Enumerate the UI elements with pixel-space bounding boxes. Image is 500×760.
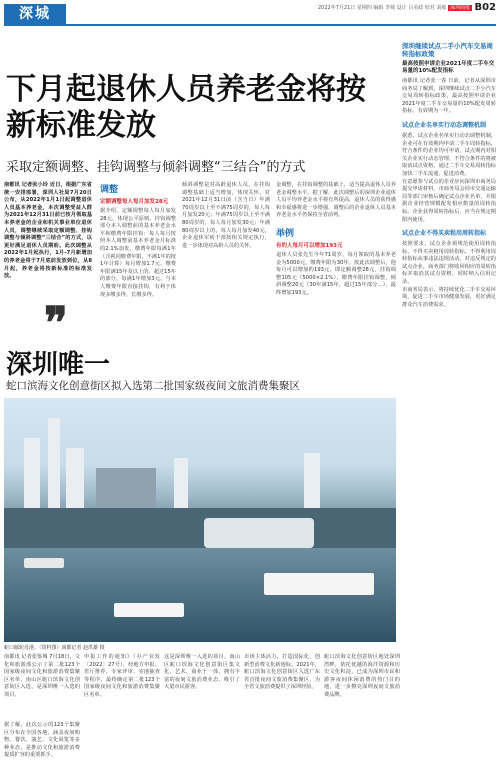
header-meta-text: 2022年7月21日 星期四 编辑 李城 设计 吕美政 校对 刘敏 (317, 5, 447, 11)
quote-mark-icon: ❞ (44, 298, 68, 349)
story1-column-4 (276, 182, 396, 298)
photo-caption: 蛇口邮轮母港。（资料图）南都记者 赵洪雄 摄 (4, 645, 105, 651)
photo-tower-6 (304, 453, 320, 508)
header-accent: 深圳商报 (449, 5, 470, 11)
header-meta (318, 4, 472, 11)
right-subtitle: 最高按照申请企业2021年度二手车交易量的10%配发指标 (402, 61, 495, 74)
photo-tower-5 (174, 458, 188, 508)
story1-headline: 下月起退休人员养老金将按新标准发放 (6, 72, 366, 143)
story1-col4b-text: 退休人员张先生今年71周岁，每月领取的基本养老金为5000元，缴费年限为30年。按此次调整后，他每月可以增加约193元，即定额调整28元，挂钩调整105元（5000×2.1%），缴费年限挂钩调整，倾斜调整20元（30年满15年，超过15年部分…），最终增加193元。 (276, 251, 396, 296)
page-number: B02 (474, 2, 496, 13)
right-column (402, 42, 496, 309)
section-b-red: 有的人每月可以增加193元 (276, 242, 343, 249)
photo-shoreline (4, 508, 396, 548)
story2-col-1: 南都讯 记者张鉴城 7月18日，文化和旅游部公示了第二批123个国家级夜间文化和旅游消费集聚区名单，南山区蛇口滨海文化创意街区入选，是深圳唯一入选的项目。 (4, 654, 80, 698)
header-divider (4, 24, 496, 26)
right-title: 深圳继续试点二手小汽车交易周转指标政策 (402, 42, 493, 58)
right-p1: 南都讯 记者张一春 日前，记者从深圳市商务局了解到，深圳继续试点二手小汽车交易周转指标政策，最高按照申请企业2021年度二手车交易量的10%配发周转指标，有效期为一年。 (402, 78, 496, 115)
right-p3: 有意愿参与试点的企业应向深圳市商务局提交申请材料，市商务局会同市交通运输局等部门审核后确定试点企业名单，并根据企业经营规模配发相应数量的周转指标。企业获得周转指标后，应当在规定期限内使用。 (402, 178, 496, 223)
right-heading-1: 试点企业名单实行动态调整机制 (402, 121, 487, 129)
section-badge: 深城 (4, 4, 66, 24)
harbor-photo (4, 398, 396, 642)
story1-column-3 (182, 182, 270, 250)
story1-lead (4, 182, 92, 312)
photo-tower-3 (66, 448, 84, 508)
section-a-title: 调整 (100, 185, 119, 195)
story2-headline: 深圳唯一 (6, 350, 111, 380)
story1-lead-text: 南都讯 记者张小玲 近日，根据广东省统一安排部署，深圳人社局7月20日公布，从2022年1月1日起调整退休人员基本养老金，本次调整受益人群为2021年12月31日前已按月领取基本养老金的企业和机关事业单位退休人员，调整继续采取定额调整、挂钩调整与倾斜调整“三结合”的方式，以更好满足退休人员期盼。此次调整从2022年1月起执行，1月-7月新增加的养老金将于7月底前发放到位，从8月起，养老金将按新标准的标准发放。 (4, 182, 92, 280)
photo-terminal (204, 518, 314, 548)
story1-col2-text: 据介绍，定额调整每人每月加发28元，体现公平原则。挂钩调整部分本人调整前的基本养老金水平和缴费年限挂钩：每人每月按照本人调整前基本养老金月标准的2.1%加发，缴费年限每满1年（含视同缴费年限，不满1年的按1年计算）每月增加1.7元，缴费年限满15年及以上的，超过15年的部分，每满1年增加3元，与本人缴费年限直接挂钩，有利于体现多缴多得、长缴多得。 (100, 208, 176, 298)
photo-tower-1 (24, 438, 40, 508)
story2-col-5: 蛇口滨海文化创意街区地处深圳湾畔，依托优越的海洋资源和历史文化积淀，已成为深圳市民和游客夜间休闲消费的热门目的地，进一步擦亮深圳夜间文旅消费品牌。 (324, 654, 400, 698)
photo-ferry-1 (264, 573, 374, 595)
page-header (0, 0, 500, 26)
section-b-title: 举例 (276, 228, 295, 239)
right-heading-2: 试点企业不得买卖租用周转指标 (402, 230, 487, 238)
story2-col-3: 这是深圳唯一入选的项目。南山区蛇口滨海文化创意街区集文化、艺术、商业于一体，拥有丰富的夜间文旅消费业态，吸引了大量市民游客。 (164, 654, 240, 691)
story1-subhead: 采取定额调整、挂钩调整与倾斜调整“三结合”的方式 (6, 160, 306, 175)
story1-col4a-text: 金调整，在挂钩调整的基础上，适当提高退休人员养老金调整水平。据了解，此次调整后的深圳企业退休人员平均养老金水平将有所提高，退休人员的获得感和幸福感将进一步增强，调整后的企业退休人员基本养老金水平仍保持全省前列。 (276, 182, 396, 219)
right-p5: 市商务局表示，将持续优化二手车交易环境，促进二手车市场健康发展，更好满足群众汽车消费需求。 (402, 286, 496, 308)
story2-col-1b: 据了解，此次公示的123个集聚区分布在全国各地，涵盖夜间购物、餐饮、演艺、文化展览等多种业态，是推动文化和旅游消费提质扩容的重要抓手。 (4, 722, 80, 759)
story2-subhead: 蛇口滨海文化创意街区拟入选第二批国家级夜间文旅消费集聚区 (6, 380, 300, 392)
story1-column-2 (100, 182, 176, 299)
story2-col-4: 市场主体活力，打造国际化、创新型消费文化新地标。2021年，蛇口滨海文化创意街区入选广东省首批夜间文旅消费集聚区，为全省文旅消费提供了深圳经验。 (244, 654, 320, 691)
photo-tower-2 (48, 418, 60, 508)
photo-ferry-2 (114, 603, 184, 617)
story2-col-2: 申报工作的通知》（办产业发〔2022〕27号），经地方申报、省厅推荐、专家评审、实地抽查等程序，最终确定第二批123个国家级夜间文化和旅游消费集聚区名单。 (84, 654, 160, 698)
section-a-red: 定额调整每人每月加发28元 (100, 199, 169, 205)
right-p2: 据悉，试点企业名单实行动态调整机制，企业可在有效期内申请二手车周转指标，符合条件的企业均可申请，试点期内对相关企业实行动态管理，不符合条件的将被取消试点资格，通过二手车交易周转指标加快二手车流通，促进消费。 (402, 132, 496, 177)
right-p4: 按照要求，试点企业须规范使用周转指标，不得买卖租用周转指标，不得利用周转指标从事违法违规活动。对违反规定的试点企业，商务部门将收回相应的周转指标并取消其试点资格，同时纳入信用记录。 (402, 241, 496, 286)
photo-boat-3 (24, 558, 64, 568)
story1-col3-text: 倾斜调整是对高龄退休人员，在挂钩调整基础上适当增加，体现关怀。对2021年12月31日前（含当日）年满70周岁以上至不满75周岁的，每人每月加发20元；年满75周岁以上至不满80周岁的，每人每月加发30元；年满80周岁以上的，每人每月加发40元，企业退休军转干部按相关规定执行，进一步体现对高龄人员的关怀。 (182, 182, 270, 249)
photo-building-4 (96, 468, 156, 508)
